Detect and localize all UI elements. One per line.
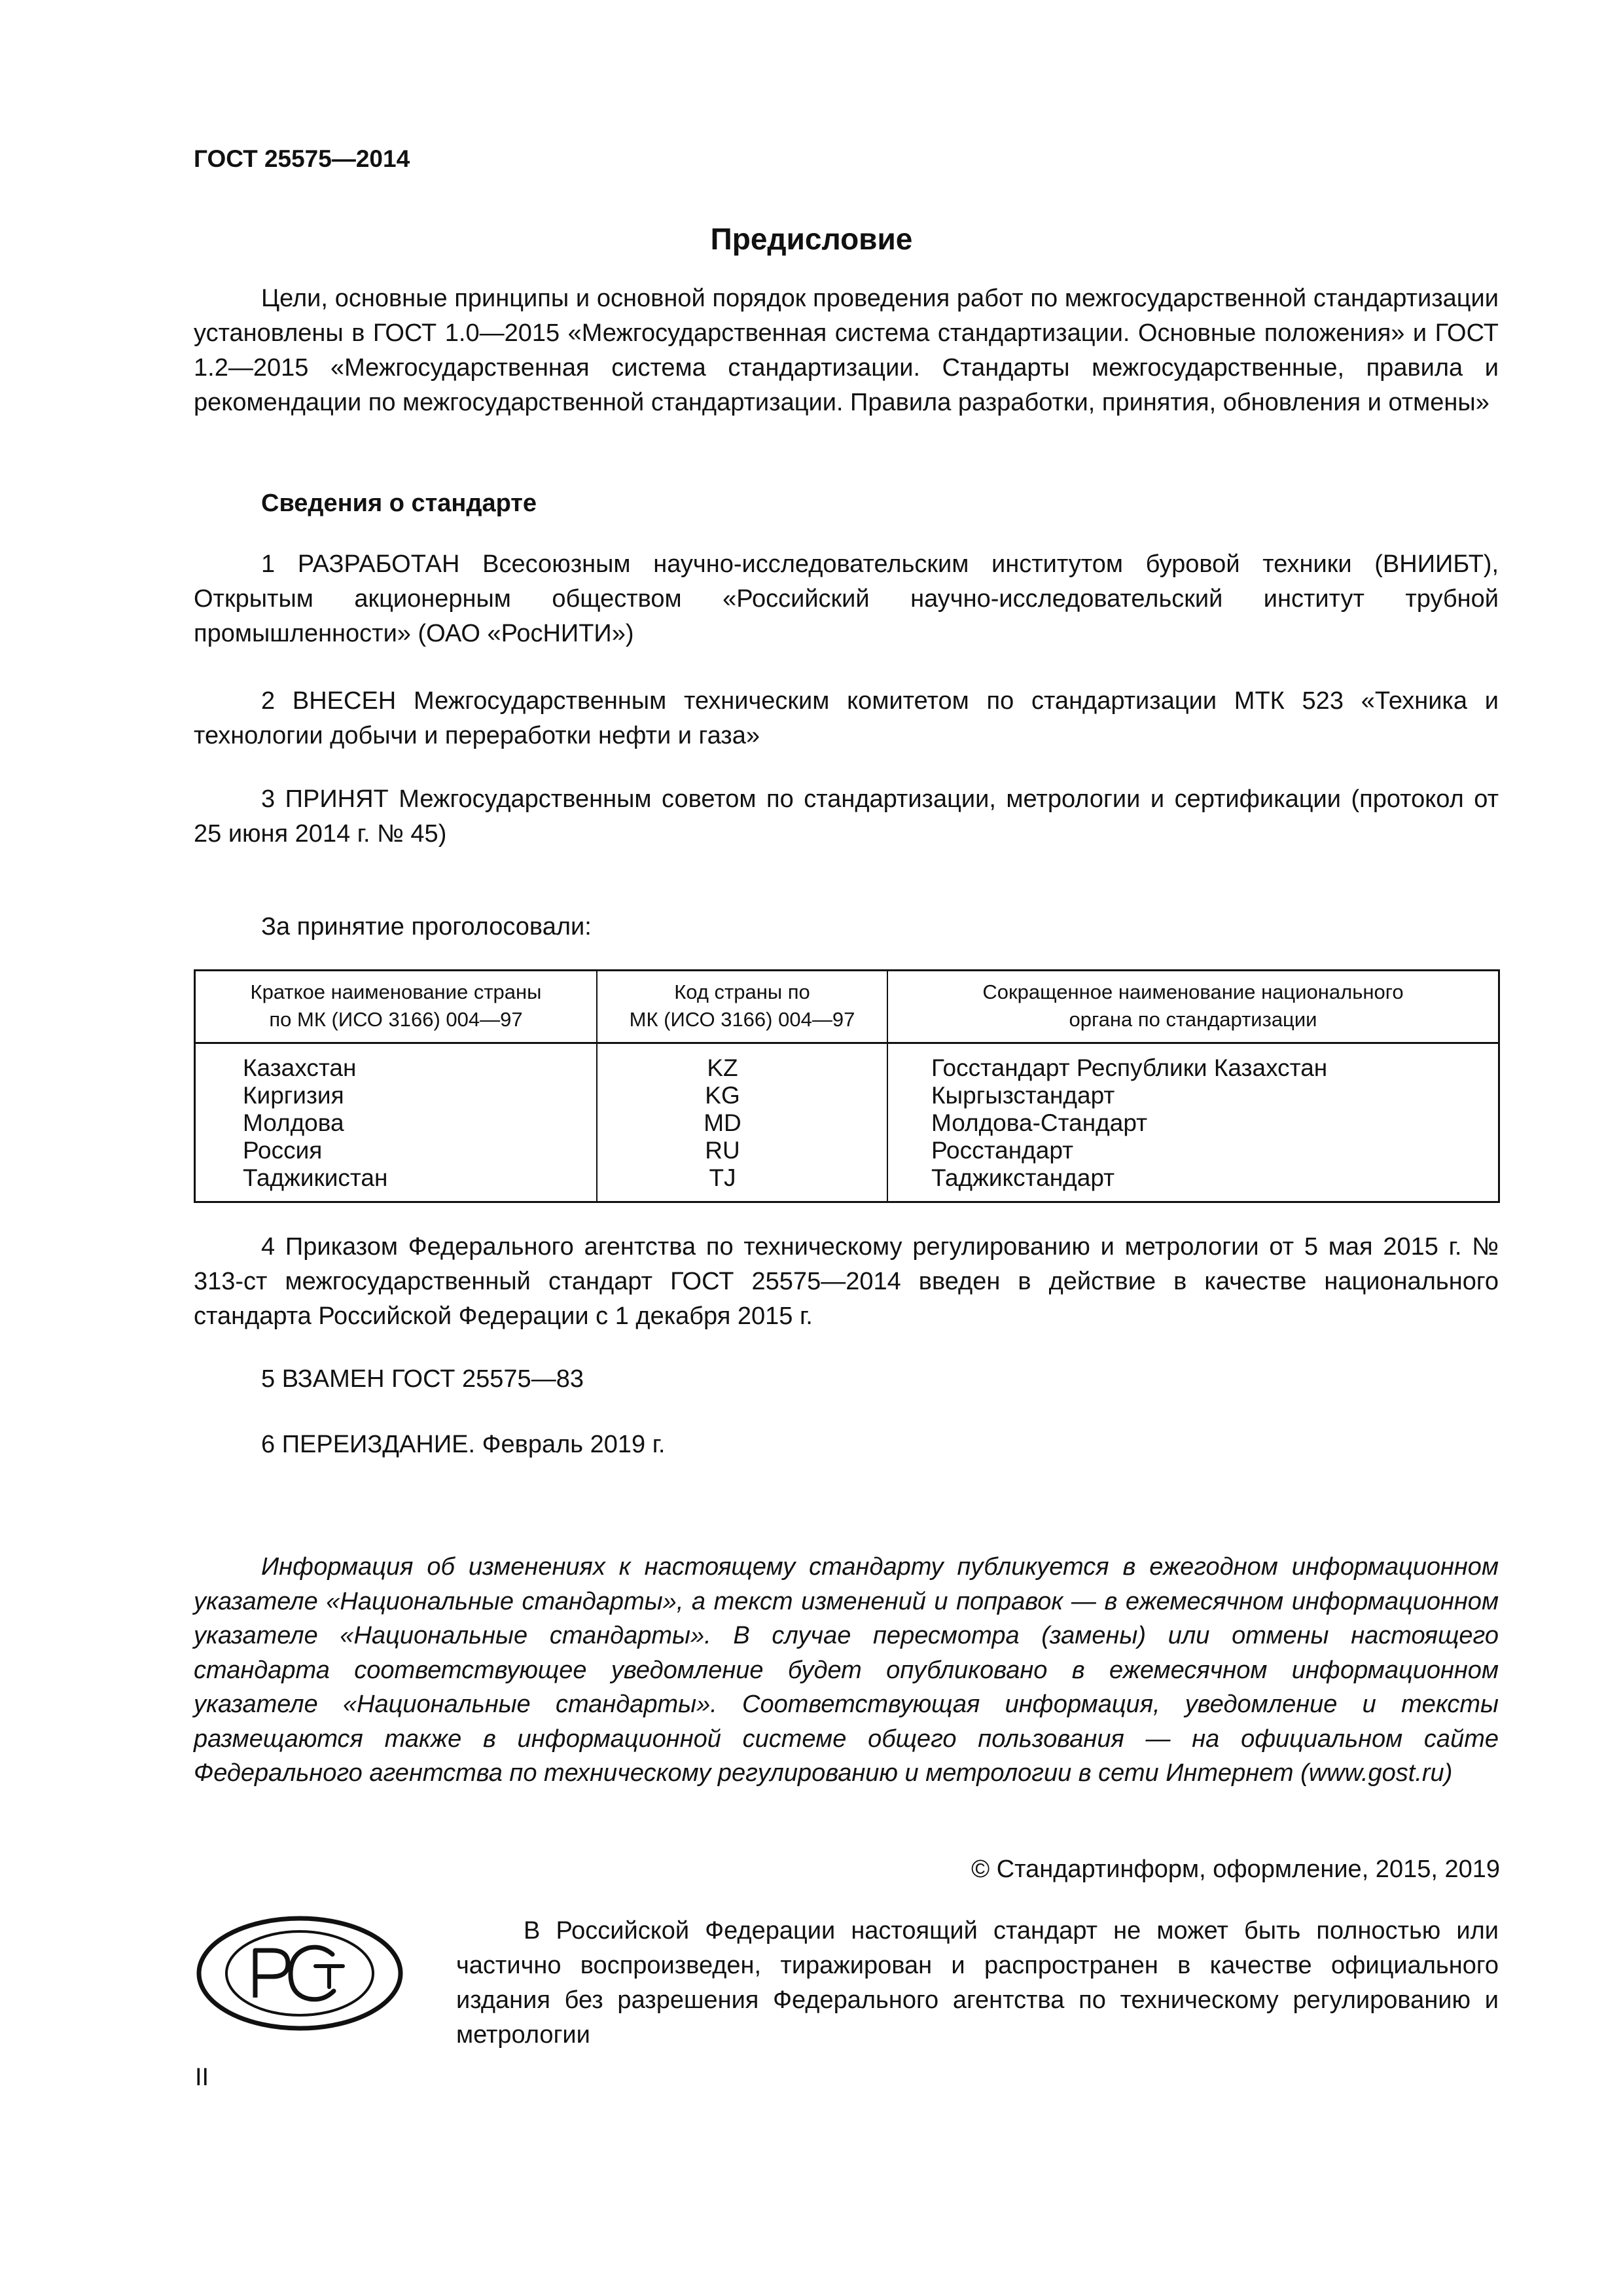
code-column xyxy=(597,1043,887,1202)
member-states-table xyxy=(194,969,1500,1203)
table-header-row xyxy=(195,971,1499,1043)
body-cell: Госстандарт Республики Казахстан xyxy=(931,1054,1328,1081)
header-country-code: Код страны по МК (ИСО 3166) 004—97 xyxy=(597,971,887,1043)
intro-paragraph: Цели, основные принципы и основной порядок проведения работ по межгосударственной стандартизации установлены в ГОСТ 1.0—2015 «Межгосударственная система стандартизации. Основные положения» и ГОСТ 1.2—2015 «Межгосударственная система стандартизации. Стандарты межгосударственные, правила и рекомендации по межгосударственной стандартизации. Правила разработки, принятия, обновления и отмены» xyxy=(194,285,1499,416)
changes-info-notice: Информация об изменениях к настоящему стандарту публикуется в ежегодном информационном указателе «Национальные стандарты», а текст изменений и поправок — в ежемесячном информационном указателе «Национальные стандарты». В случае пересмотра (замены) или отмены настоящего стандарта соответствующее уведомление будет опубликовано в ежемесячном информационном указателе «Национальные стандарты». Соответствующая информация, уведомление и тексты размещаются также в информационной системе общего пользования — на официальном сайте Федерального агентства по техническому регулированию и метрологии в сети Интернет (www.gost.ru) xyxy=(194,1553,1499,1787)
voted-label: За принятие проголосовали: xyxy=(261,913,592,941)
rst-certification-mark-icon xyxy=(195,1914,404,2033)
code-cell: KZ xyxy=(707,1054,738,1081)
page-number: II xyxy=(195,2064,209,2091)
body-cell: Таджикстандарт xyxy=(931,1164,1115,1191)
code-cell: MD xyxy=(704,1109,741,1136)
body-cell: Росстандарт xyxy=(931,1137,1074,1164)
item-adopted: 3 ПРИНЯТ Межгосударственным советом по стандартизации, метрологии и сертификации (протокол от 25 июня 2014 г. № 45) xyxy=(194,785,1499,848)
country-cell: Казахстан xyxy=(243,1054,357,1081)
country-cell: Киргизия xyxy=(243,1082,344,1109)
item-introduced: 2 ВНЕСЕН Межгосударственным техническим комитетом по стандартизации МТК 523 «Техника и технологии добычи и переработки нефти и газа» xyxy=(194,687,1499,749)
table-row xyxy=(195,1043,1499,1202)
country-cell: Таджикистан xyxy=(243,1164,388,1191)
code-cell: KG xyxy=(705,1082,740,1109)
body-column xyxy=(887,1043,1499,1202)
code-cell: RU xyxy=(705,1137,740,1164)
country-column xyxy=(195,1043,597,1202)
header-standards-body: Сокращенное наименование национального органа по стандартизации xyxy=(887,971,1499,1043)
standard-info-heading: Сведения о стандарте xyxy=(261,490,537,517)
item-order: 4 Приказом Федерального агентства по техническому регулированию и метрологии от 5 мая 2015 г. № 313-ст межгосударственный стандарт ГОСТ 25575—2014 введен в действие в качестве национального стандарта Российской Федерации с 1 декабря 2015 г. xyxy=(194,1233,1499,1330)
country-cell: Россия xyxy=(243,1137,323,1164)
document-code: ГОСТ 25575—2014 xyxy=(194,145,410,172)
reproduction-notice: В Российской Федерации настоящий стандарт не может быть полностью или частично воспроизведен, тиражирован и распространен в качестве официального издания без разрешения Федерального агентства по техническому регулированию и метрологии xyxy=(456,1917,1499,2049)
country-cell: Молдова xyxy=(243,1109,344,1136)
code-cell: TJ xyxy=(709,1164,736,1191)
page-title: Предисловие xyxy=(710,222,913,256)
item-developed: 1 РАЗРАБОТАН Всесоюзным научно-исследовательским институтом буровой техники (ВНИИБТ), Открытым акционерным обществом «Российский научно-исследовательский институт трубной промышленности» (ОАО «РосНИТИ») xyxy=(194,550,1499,647)
item-reissue: 6 ПЕРЕИЗДАНИЕ. Февраль 2019 г. xyxy=(261,1431,666,1458)
item-replaces: 5 ВЗАМЕН ГОСТ 25575—83 xyxy=(261,1365,584,1393)
body-cell: Молдова-Стандарт xyxy=(931,1109,1148,1136)
header-country-name: Краткое наименование страны по МК (ИСО 3166) 004—97 xyxy=(195,971,597,1043)
body-cell: Кыргызстандарт xyxy=(931,1082,1115,1109)
copyright-line: © Стандартинформ, оформление, 2015, 2019 xyxy=(971,1856,1500,1883)
